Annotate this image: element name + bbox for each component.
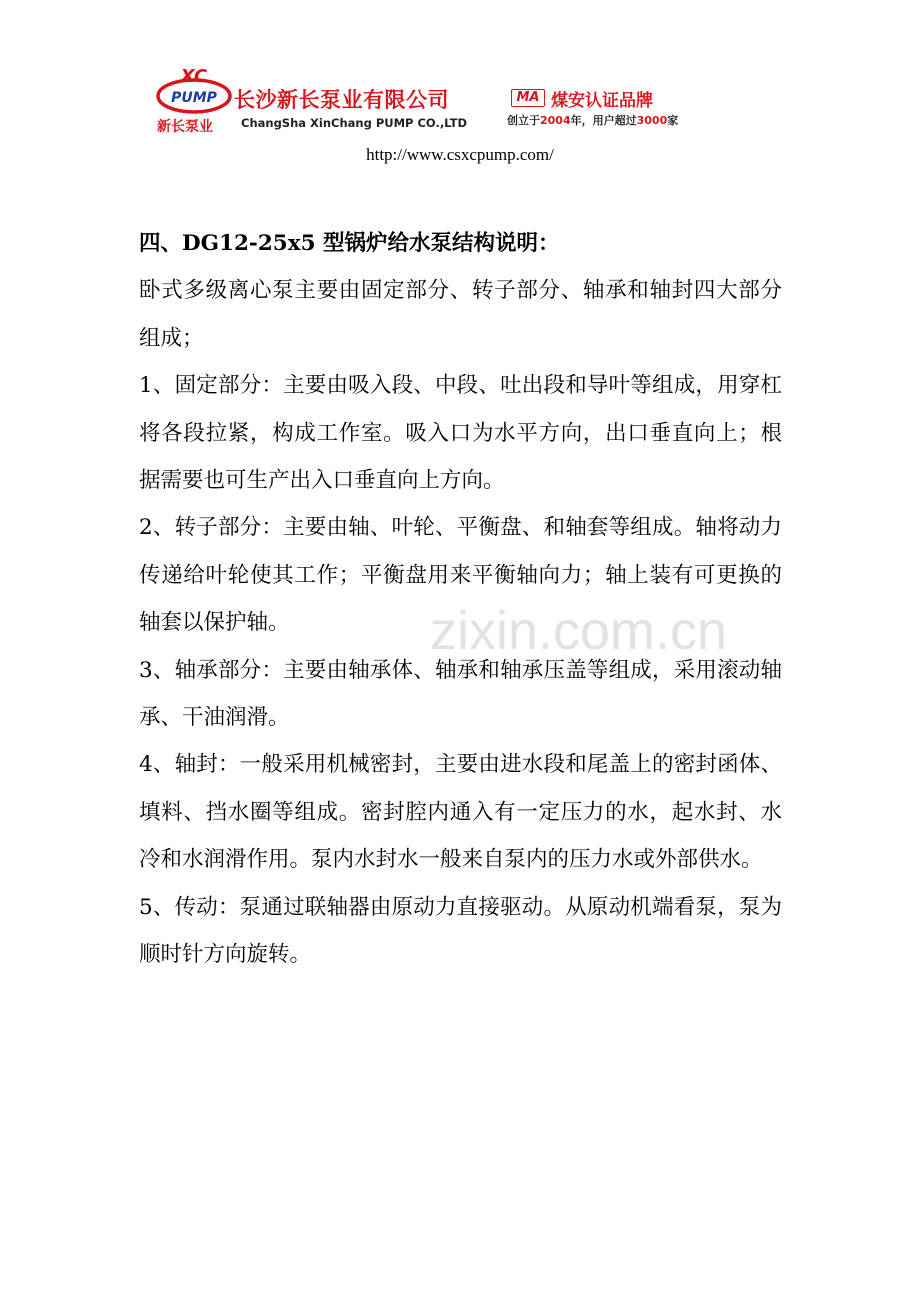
slogan-mid: 年，用户超过	[570, 114, 637, 127]
paragraph-bearing-part: 3、轴承部分：主要由轴承体、轴承和轴承压盖等组成，采用滚动轴承、干油润滑。	[139, 657, 782, 731]
document-body	[139, 220, 782, 979]
paragraph-shaft-seal: 4、轴封：一般采用机械密封，主要由进水段和尾盖上的密封函体、填料、挡水圈等组成。密封腔内通入有一定压力的水，起水封、水冷和水润滑作用。泵内水封水一般来自泵内的压力水或外部供水。	[139, 752, 782, 873]
website-url[interactable]: http://www.csxcpump.com/	[366, 145, 554, 164]
company-slogan	[507, 112, 678, 128]
letterhead	[155, 66, 695, 136]
certification-label: 煤安认证品牌	[551, 91, 653, 111]
logo-mid-text: PUMP	[171, 90, 217, 106]
logo-caption: 新长泵业	[157, 119, 213, 135]
company-name-english: ChangSha XinChang PUMP CO.,LTD	[241, 116, 468, 130]
slogan-suffix: 家	[667, 114, 679, 127]
slogan-year: 2004	[540, 114, 571, 127]
paragraph-fixed-part: 1、固定部分：主要由吸入段、中段、吐出段和导叶等组成，用穿杠将各段拉紧，构成工作室。吸入口为水平方向，出口垂直向上；根据需要也可生产出入口垂直向上方向。	[139, 373, 782, 494]
paragraph-transmission: 5、传动：泵通过联轴器由原动力直接驱动。从原动机端看泵，泵为顺时针方向旋转。	[139, 894, 782, 968]
watermark: zixin.com.cn	[430, 601, 728, 661]
logo-top-text: XC	[180, 66, 208, 87]
section-heading: 四、DG12-25x5 型锅炉给水泵结构说明：	[139, 231, 560, 256]
ma-certification-icon: MA	[511, 89, 545, 107]
company-name-chinese: 长沙新长泵业有限公司	[234, 88, 449, 112]
slogan-users: 3000	[636, 114, 668, 127]
slogan-prefix: 创立于	[507, 114, 540, 127]
paragraph-rotor-part: 2、转子部分：主要由轴、叶轮、平衡盘、和轴套等组成。轴将动力传递给叶轮使其工作；平衡盘用来平衡轴向力；轴上装有可更换的轴套以保护轴。	[139, 515, 782, 636]
paragraph-intro: 卧式多级离心泵主要由固定部分、转子部分、轴承和轴封四大部分组成；	[139, 278, 782, 351]
